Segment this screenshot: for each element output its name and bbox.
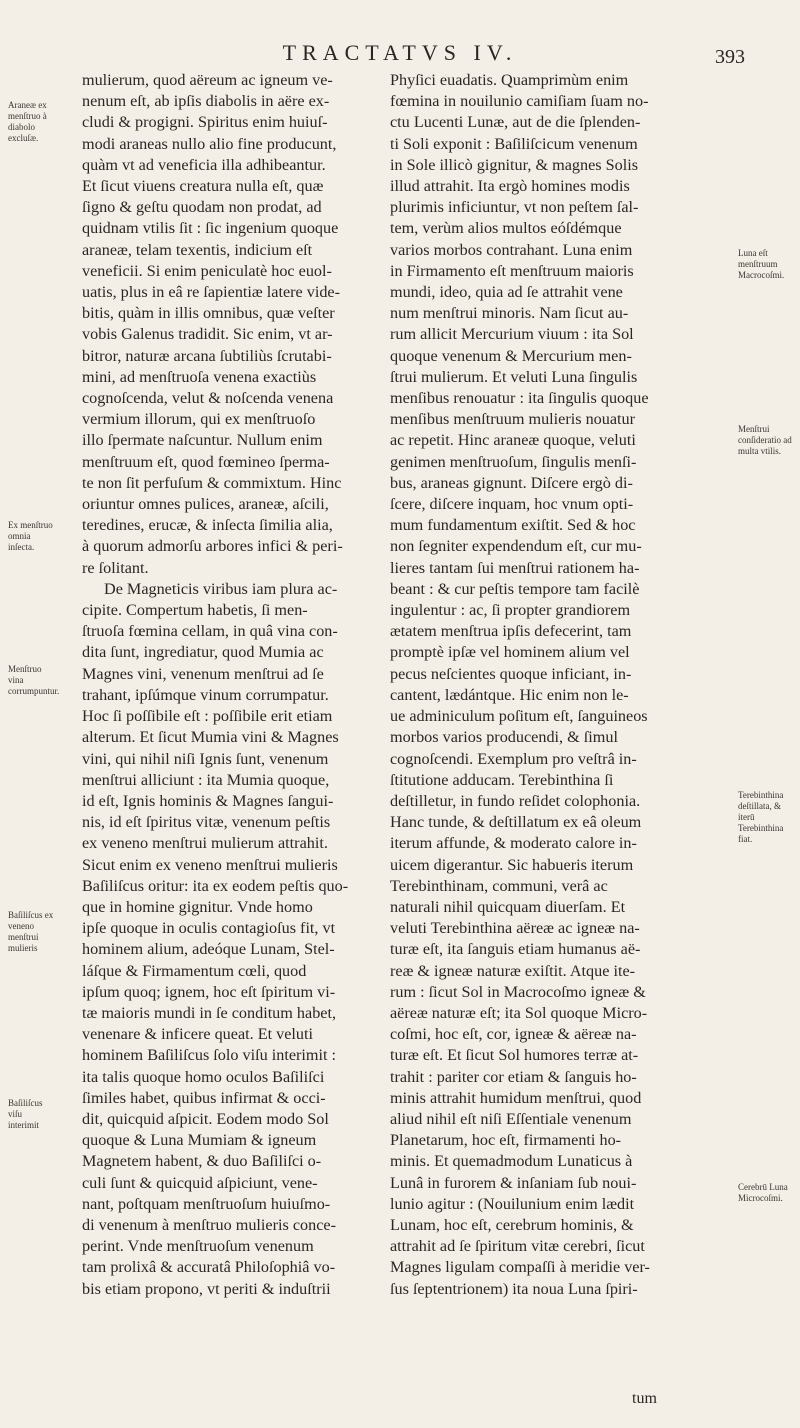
right-text-column <box>390 70 680 1300</box>
text-line: attrahit ad ſe ſpiritum vitæ cerebri, ſicut <box>390 1237 645 1256</box>
text-line: à quorum admorſu arbores infici & peri- <box>82 537 343 556</box>
text-line: cognoſcenda, velut & noſcenda venena <box>82 389 334 408</box>
text-line: minis attrahit humidum menſtrui, quod <box>390 1088 642 1107</box>
text-line: in Sole illicò gignitur, & magnes Solis <box>390 155 639 174</box>
text-line: veluti Terebinthina aëreæ ac igneæ na- <box>390 919 640 938</box>
text-line: que in homine gignitur. Vnde homo <box>82 897 313 916</box>
text-line: culi ſunt & quicquid aſpiciunt, vene- <box>82 1173 318 1192</box>
text-line: in Firmamento eſt menſtruum maioris <box>390 261 634 280</box>
text-line: cipite. Compertum habetis, ſi men- <box>82 601 308 620</box>
text-line: ex veneno menſtrui mulierum attrahit. <box>82 834 328 853</box>
text-line: aliud nihil eſt niſi Eſſentiale venenum <box>390 1109 632 1128</box>
text-line: bus, araneas gignunt. Diſcere ergò di- <box>390 473 633 492</box>
text-line: bitis, quàm in illis omnibus, quæ veſter <box>82 304 335 323</box>
text-line: non ſegniter expendendum eſt, cur mu- <box>390 537 642 556</box>
text-line: Magnes ligulam compaſſi à meridie ver- <box>390 1258 650 1277</box>
text-line: trahant, ipſúmque vinum corrumpatur. <box>82 685 329 704</box>
text-line: iterum affunde, & moderato calore in- <box>390 834 637 853</box>
text-line: ſcere, diſcere inquam, hoc vnum opti- <box>390 495 634 514</box>
text-line: ingulentur : ac, ſi propter grandiorem <box>390 601 631 620</box>
text-line: Hoc ſi poſſibile eſt : poſſibile erit etiam <box>82 707 333 726</box>
text-line: ctu Lucenti Lunæ, aut de die ſplenden- <box>390 113 641 132</box>
text-line: minis. Et quemadmodum Lunaticus à <box>390 1152 633 1171</box>
margin-note: Ex menſtruo omnia inſecta. <box>8 520 53 552</box>
text-line: turæ eſt. Et ſicut Sol humores terræ at- <box>390 1046 639 1065</box>
text-line: rum allicit Mercurium viuum : ita Sol <box>390 325 634 344</box>
text-line: dita ſunt, ingrediatur, quod Mumia ac <box>82 643 324 662</box>
text-line: De Magneticis viribus iam plura ac- <box>104 579 338 598</box>
text-line: beant : & cur peſtis tempore tam facilè <box>390 579 640 598</box>
text-line: aëreæ naturæ eſt; ita Sol quoque Micro- <box>390 1003 648 1022</box>
text-line: illud attrahit. Ita ergò homines modis <box>390 177 630 196</box>
text-line: deſtilletur, in fundo reſidet colophonia. <box>390 791 641 810</box>
text-line: cantent, lædántque. Hic enim non le- <box>390 685 629 704</box>
text-line: araneæ, telam texentis, indicium eſt <box>82 240 313 259</box>
margin-note: Menſtruo vina corrumpuntur. <box>8 664 60 696</box>
text-line: lieres tantam ſui menſtrui rationem ha- <box>390 558 640 577</box>
text-line: turæ eſt, ita ſanguis etiam humanus aë- <box>390 940 641 959</box>
text-line: mulierum, quod aëreum ac igneum ve- <box>82 71 333 89</box>
text-line: ſtrui mulierum. Et veluti Luna ſingulis <box>390 367 638 386</box>
page-number: 393 <box>715 46 745 68</box>
margin-note: Araneæ ex menſtruo à diabolo excluſæ. <box>8 100 47 143</box>
text-line: Sicut enim ex veneno menſtrui mulieris <box>82 855 338 874</box>
text-line: Magnetem habent, & duo Baſiliſci o- <box>82 1152 322 1171</box>
text-line: nant, poſtquam menſtruoſum huiuſmo- <box>82 1194 331 1213</box>
text-line: cludi & progigni. Spiritus enim huiuſ- <box>82 113 328 132</box>
text-line: hominem Baſiliſcus ſolo viſu interimit : <box>82 1046 337 1065</box>
margin-note: Luna eſt menſtruum Macrocoſmi. <box>738 248 785 280</box>
text-line: mum fundamentum exiſtit. Sed & hoc <box>390 516 636 535</box>
text-line: quoque venenum & Mercurium men- <box>390 346 632 365</box>
text-line: mundi, ideo, quia ad ſe attrahit vene <box>390 283 623 302</box>
text-line: quidnam vtilis ſit : ſic ingenium quoque <box>82 219 339 238</box>
text-line: cognoſcendi. Exemplum pro veſtrâ in- <box>390 749 637 768</box>
text-line: ipſum quoq; ignem, hoc eſt ſpiritum vi- <box>82 982 336 1001</box>
text-line: modi araneas nullo alio fine producunt, <box>82 134 337 153</box>
text-line: coſmi, hoc eſt, cor, igneæ & aëreæ na- <box>390 1025 637 1044</box>
text-line: naturali nihil quicquam diuerſam. Et <box>390 897 626 916</box>
text-line: rum : ſicut Sol in Macrocoſmo igneæ & <box>390 982 646 1001</box>
text-line: te non ſit perfuſum & commixtum. Hinc <box>82 473 342 492</box>
text-line: id eſt, Ignis hominis & Magnes ſangui- <box>82 791 334 810</box>
text-line: di venenum à menſtruo mulieris conce- <box>82 1215 336 1234</box>
text-line: ita talis quoque homo oculos Baſiliſci <box>82 1067 325 1086</box>
text-line: fœmina in nouilunio camiſiam ſuam no- <box>390 92 649 111</box>
running-head: TRACTATVS IV. <box>282 40 518 65</box>
text-line: re ſolitant. <box>82 558 149 577</box>
text-line: genimen menſtruoſum, ſingulis menſi- <box>390 452 637 471</box>
text-line: Lunâ in furorem & inſaniam ſub noui- <box>390 1173 637 1192</box>
text-line: oriuntur omnes pulices, araneæ, aſcili, <box>82 495 329 514</box>
text-line: morbos varios producendi, & ſimul <box>390 728 618 747</box>
text-line: Et ſicut viuens creatura nulla eſt, quæ <box>82 177 324 196</box>
text-line: vini, qui nihil niſi Ignis ſunt, venenum <box>82 749 329 768</box>
text-line: ſus ſeptentrionem) ita noua Luna ſpiri- <box>390 1279 638 1298</box>
margin-note: Baſiliſcus viſu interimit <box>8 1098 43 1130</box>
margin-note: Cerebrū Luna Microcoſmi. <box>738 1182 788 1203</box>
text-line: teredines, erucæ, & inſecta ſimilia alia, <box>82 516 333 535</box>
text-line: vobis Galenus tradidit. Sic enim, vt ar- <box>82 325 333 344</box>
margin-note: Terebinthina deſtillata, & iterū Terebinthina fiat. <box>738 790 784 844</box>
left-text-column <box>82 70 372 1300</box>
text-line: pecus neſcientes quoque inficiant, in- <box>390 664 632 683</box>
text-line: quàm vt ad veneficia illa adhibeantur. <box>82 155 326 174</box>
text-line: uatis, plus in eâ re ſapientiæ latere vide- <box>82 283 341 302</box>
text-line: Hanc tunde, & deſtillatum ex eâ oleum <box>390 813 642 832</box>
text-line: Lunam, hoc eſt, cerebrum hominis, & <box>390 1215 634 1234</box>
text-line: ſigno & geſtu quodam non prodat, ad <box>82 198 322 217</box>
text-line: Phyſici euadatis. Quamprimùm enim <box>390 71 629 89</box>
text-line: menſtruum eſt, quod fœmineo ſperma- <box>82 452 330 471</box>
text-line: bitror, naturæ arcana ſubtiliùs ſcrutabi- <box>82 346 332 365</box>
text-line: lunio agitur : (Nouilunium enim lædit <box>390 1194 635 1213</box>
text-line: quoque & Luna Mumiam & igneum <box>82 1131 317 1150</box>
text-line: ipſe quoque in oculis contagioſus fit, vt <box>82 919 336 938</box>
margin-note: Baſiliſcus ex veneno menſtrui mulieris <box>8 910 54 953</box>
text-line: menſibus menſtruum mulieris nouatur <box>390 410 636 429</box>
text-line: tæ maioris mundi in ſe conditum habet, <box>82 1003 337 1022</box>
text-line: varios morbos contrahant. Luna enim <box>390 240 633 259</box>
text-line: perint. Vnde menſtruoſum venenum <box>82 1237 314 1256</box>
margin-note: Menſtrui conſideratio ad multa vtilis. <box>738 424 792 456</box>
text-line: ſimiles habet, quibus infirmat & occi- <box>82 1088 326 1107</box>
text-line: tem, verùm alios multos eóſdémque <box>390 219 622 238</box>
text-line: ti Soli exponit : Baſiliſcicum venenum <box>390 134 638 153</box>
text-line: ſtruoſa fœmina cellam, in quâ vina con- <box>82 622 338 641</box>
text-line: nis, id eſt ſpiritus vitæ, venenum peſtis <box>82 813 331 832</box>
text-line: ſtitutione adducam. Terebinthina ſi <box>390 770 614 789</box>
text-line: alterum. Et ſicut Mumia vini & Magnes <box>82 728 339 747</box>
text-line: vermium illorum, qui ex menſtruoſo <box>82 410 316 429</box>
text-line: Magnes vini, venenum menſtrui ad ſe <box>82 664 324 683</box>
text-line: Planetarum, hoc eſt, firmamenti ho- <box>390 1131 622 1150</box>
text-line: trahit : pariter cor etiam & ſanguis ho- <box>390 1067 637 1086</box>
text-line: Terebinthinam, communi, verâ ac <box>390 876 608 895</box>
catchword: tum <box>632 1390 657 1407</box>
text-line: num menſtrui minoris. Nam ſicut au- <box>390 304 629 323</box>
text-line: mini, ad menſtruoſa venena exactiùs <box>82 367 317 386</box>
text-line: nenum eſt, ab ipſis diabolis in aëre ex- <box>82 92 330 111</box>
text-line: bis etiam propono, vt periti & induſtrii <box>82 1279 331 1298</box>
text-line: veneficii. Si enim peniculatè hoc euol- <box>82 261 332 280</box>
text-line: promptè ipſæ vel hominem alium vel <box>390 643 630 662</box>
text-line: reæ & igneæ naturæ exiſtit. Atque ite- <box>390 961 636 980</box>
text-line: plurimis inficiuntur, vt non peſtem ſal- <box>390 198 639 217</box>
text-line: tam prolixâ & accuratâ Philoſophiâ vo- <box>82 1258 336 1277</box>
text-line: Baſiliſcus oritur: ita ex eodem peſtis quo- <box>82 876 349 895</box>
text-line: ue adminiculum poſitum eſt, ſanguineos <box>390 707 648 726</box>
text-line: venenare & inficere queat. Et veluti <box>82 1025 314 1044</box>
text-line: menſtrui alliciunt : ita Mumia quoque, <box>82 770 330 789</box>
text-line: illo ſpermate naſcuntur. Nullum enim <box>82 431 323 450</box>
text-line: hominem alium, adeóque Lunam, Stel- <box>82 940 335 959</box>
text-line: ac repetit. Hinc araneæ quoque, veluti <box>390 431 636 450</box>
text-line: menſibus renouatur : ita ſingulis quoque <box>390 389 649 408</box>
text-line: láſque & Firmamentum cœli, quod <box>82 961 307 980</box>
text-line: uicem digerantur. Sic habueris iterum <box>390 855 634 874</box>
text-line: dit, quicquid aſpicit. Eodem modo Sol <box>82 1109 329 1128</box>
text-line: ætatem menſtrua ipſis defecerint, tam <box>390 622 632 641</box>
